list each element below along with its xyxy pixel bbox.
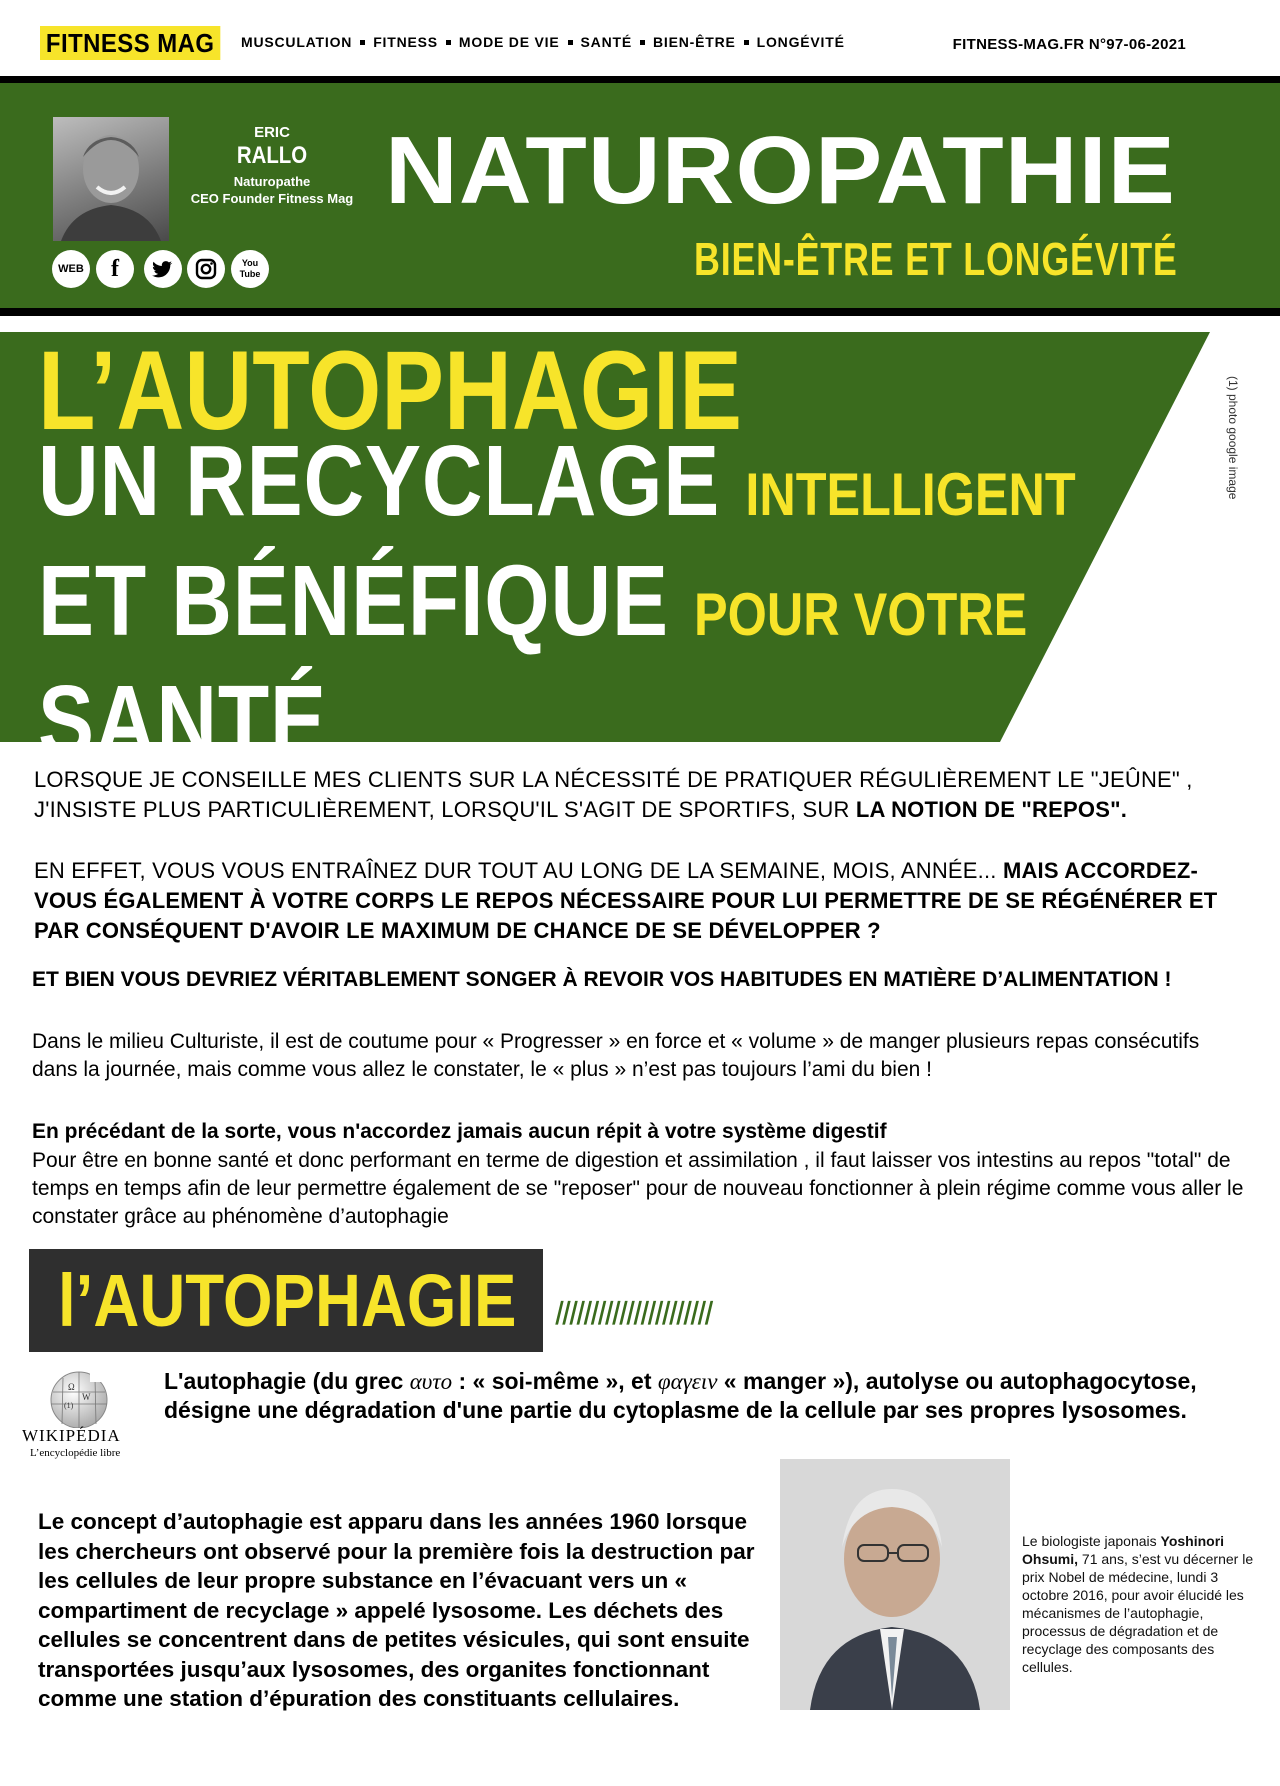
nav-item-longevite[interactable]: LONGÉVITÉ (756, 34, 845, 50)
author-first-name: ERIC (254, 124, 290, 141)
intro-2-text: EN EFFET, VOUS VOUS ENTRAÎNEZ DUR TOUT AU LONG DE LA SEMAINE, MOIS, ANNÉE... (34, 858, 1003, 883)
top-nav (241, 34, 845, 50)
paragraph-4-heading: En précédant de la sorte, vous n'accordez jamais aucun répit à votre système digestif (32, 1120, 887, 1143)
hero-line-4-big: SANTÉ (38, 665, 327, 777)
facebook-icon[interactable]: f (96, 250, 134, 288)
author-role-line: CEO Founder Fitness Mag (190, 191, 354, 206)
svg-text:W: W (82, 1392, 91, 1402)
section-title: NATUROPATHIE (385, 117, 1176, 224)
intro-paragraph-2 (34, 856, 1254, 946)
nav-item-fitness[interactable]: FITNESS (373, 34, 438, 50)
nav-separator (360, 40, 365, 45)
def-text: L'autophagie (du grec (164, 1368, 410, 1394)
paragraph-4-body: Pour être en bonne santé et donc performant en terme de digestion et assimilation , il faut laisser vos intestins au repos "total" de temps en temps afin de leur permettre également de se "reposer" pour de nouveau fonctionner à plein régime comme vous aller le constater grâce au phénomène d’autophagie (32, 1149, 1244, 1228)
intro-paragraph-1 (34, 765, 1254, 825)
instagram-camera-icon (187, 250, 225, 288)
nav-separator (744, 40, 749, 45)
concept-paragraph: Le concept d’autophagie est apparu dans les années 1960 lorsque les chercheurs ont observé pour la première fois la destruction par les cellules de leur propre substance en l’évacuant vers un « compartiment de recyclage » appelé lysosome. Les déchets des cellules se concentrent dans de petites vésicules, qui sont ensuite transportées jusqu’aux lysosomes, des organites fonctionnant comme une station d’épuration des constituants cellulaires. (38, 1509, 755, 1711)
nav-separator (446, 40, 451, 45)
photo-credit: (1) photo google image (1226, 376, 1240, 500)
hero-line-3-big: ET BÉNÉFIQUE (38, 545, 669, 657)
intro-2-bold: MAIS ACCORDEZ-VOUS ÉGALEMENT À VOTRE CORPS LE REPOS NÉCESSAIRE POUR LUI PERMETTRE DE SE RÉGÉNÉRER ET PAR CONSÉQUENT D'AVOIR LE MAXIMUM DE CHANCE DE SE DÉVELOPPER ? (34, 858, 1218, 943)
hero-line-2-big: UN RECYCLAGE (38, 425, 721, 537)
hero-line-2-small: INTELLIGENT (745, 461, 1076, 528)
def-text: « manger »), autolyse ou autophagocytose, désigne une dégradation d'une partie du cytoplasme de la cellule par ses propres lysosomes. (164, 1368, 1197, 1423)
svg-text:(1): (1) (64, 1401, 74, 1410)
decorative-slashes: ////////////////////// (554, 1295, 715, 1331)
portrait-placeholder-icon (53, 117, 169, 241)
wikipedia-tagline: L’encyclopédie libre (30, 1447, 121, 1459)
author-photo (53, 117, 169, 241)
nav-item-mode-de-vie[interactable]: MODE DE VIE (458, 34, 560, 50)
author-role (190, 173, 354, 207)
hero-line-3 (38, 545, 1076, 676)
youtube-icon[interactable]: You Tube (231, 250, 269, 288)
def-text: : « soi-même », et (452, 1368, 658, 1394)
instagram-icon[interactable] (187, 250, 225, 288)
nav-separator (640, 40, 645, 45)
nav-separator (568, 40, 573, 45)
issue-number: FITNESS-MAG.FR N°97-06-2021 (952, 36, 1186, 53)
hero-line-2 (38, 425, 1076, 556)
section-subtitle: BIEN-ÊTRE ET LONGÉVITÉ (694, 233, 1178, 285)
wikipedia-globe-icon (38, 1368, 120, 1428)
ohsumi-photo (780, 1459, 1010, 1710)
wikipedia-definition (164, 1367, 1264, 1425)
wikipedia-wordmark: WIKIPÉDIA (22, 1426, 121, 1445)
caption-text: Le biologiste japonais (1022, 1533, 1161, 1549)
autophagie-banner-title: l’AUTOPHAGIE (58, 1259, 517, 1342)
caption-name: Yoshinori Ohsumi, (1022, 1533, 1225, 1567)
intro-1-bold: LA NOTION DE "REPOS". (855, 797, 1128, 822)
paragraph-3-heading: ET BIEN VOUS DEVRIEZ VÉRITABLEMENT SONGER À REVOIR VOS HABITUDES EN MATIÈRE D’ALIMENTATION ! (32, 968, 1172, 991)
intro-1-text: LORSQUE JE CONSEILLE MES CLIENTS SUR LA NÉCESSITÉ DE PRATIQUER RÉGULIÈREMENT LE "JEÛNE" , J'INSISTE PLUS PARTICULIÈREMENT, LORSQU'IL S'AGIT DE SPORTIFS, SUR (34, 767, 1193, 822)
svg-text:Ω: Ω (68, 1382, 75, 1392)
twitter-icon[interactable] (144, 250, 182, 288)
photo-caption (1022, 1532, 1262, 1676)
paragraph-3-body: Dans le milieu Culturiste, il est de coutume pour « Progresser » en force et « volume » de manger plusieurs repas consécutifs dans la journée, mais comme vous allez le constater, le « plus » n’est pas toujours l’ami du bien ! (32, 1030, 1200, 1081)
caption-text: 71 ans, s’est vu décerner le prix Nobel de médecine, lundi 3 octobre 2016, pour avoir élucidé les mécanismes de l’autophagie, processus de dégradation et de recyclage des composants des cellules. (1022, 1551, 1254, 1675)
def-greek: φαγειν (657, 1369, 718, 1394)
web-link-icon[interactable]: WEB (52, 250, 90, 288)
def-greek: αυτο (409, 1369, 453, 1394)
brand-logo[interactable]: FITNESS MAG (40, 26, 220, 60)
header-top-rule (0, 76, 1280, 83)
header-bottom-rule (0, 308, 1280, 316)
nav-item-musculation[interactable]: MUSCULATION (241, 34, 353, 50)
nav-item-sante[interactable]: SANTÉ (580, 34, 632, 50)
hero-line-3-small: POUR VOTRE (694, 581, 1028, 648)
author-last-name: RALLO (236, 142, 308, 169)
hero-line-1: L’AUTOPHAGIE (38, 328, 742, 453)
hero-title (38, 328, 1076, 796)
portrait-placeholder-icon (780, 1459, 1010, 1710)
nav-item-bien-etre[interactable]: BIEN-ÊTRE (652, 34, 736, 50)
author-role-line: Naturopathe (233, 174, 311, 189)
twitter-bird-icon (144, 250, 182, 288)
